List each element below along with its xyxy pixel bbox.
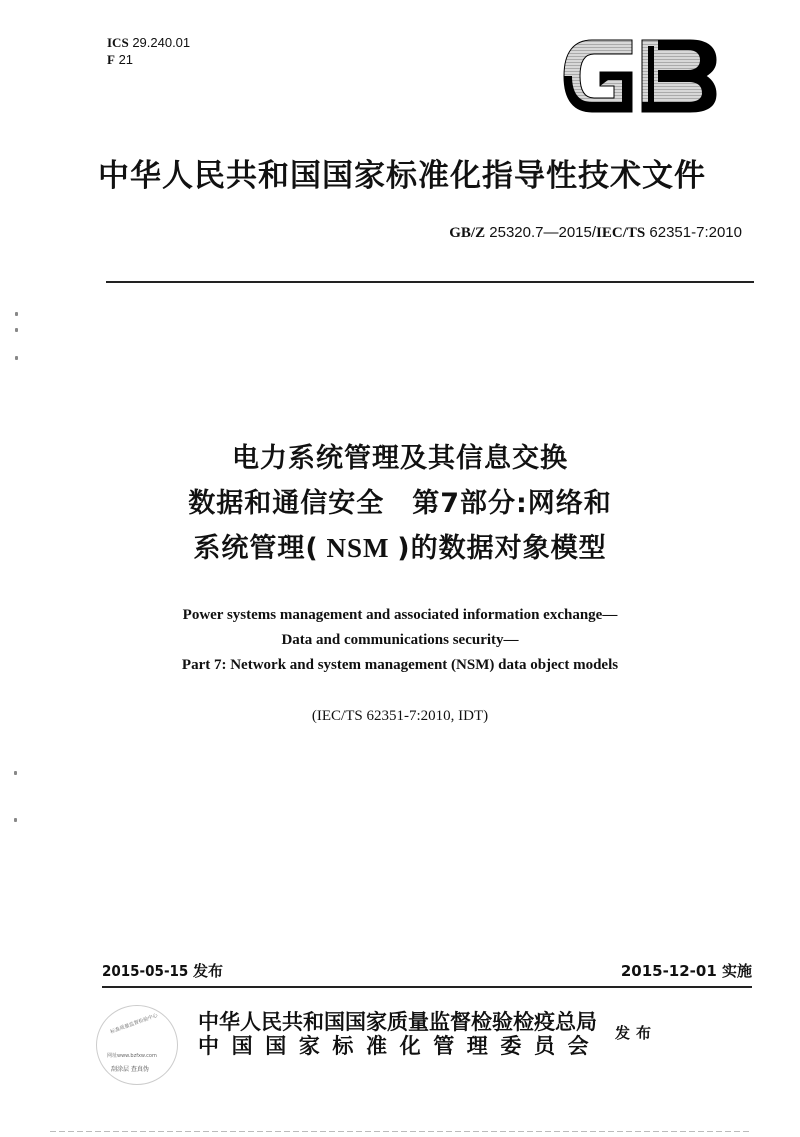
publish-label: 发布: [615, 1024, 658, 1042]
ccs-line: F 21: [107, 52, 134, 67]
issuer-aqsiq: 中华人民共和国国家质量监督检验检疫总局: [198, 1010, 597, 1034]
stamp-mid-text: 网址www.bzfxw.com: [107, 1053, 157, 1059]
stamp-bottom-text: 刮涂层 查真伪: [111, 1066, 149, 1073]
issuing-authorities: [198, 1010, 601, 1058]
footer-divider: [102, 986, 752, 988]
chinese-title-line-2: 数据和通信安全 第7部分:网络和: [188, 488, 612, 519]
document-type-heading: 中华人民共和国国家标准化指导性技术文件: [98, 158, 706, 194]
english-title-line-2: Data and communications security—: [281, 632, 519, 648]
header-divider: [106, 281, 754, 283]
scan-mark: [15, 356, 18, 360]
ics-classification: [107, 34, 190, 68]
chinese-title-line-3: 系统管理( NSM )的数据对象模型: [193, 533, 607, 564]
issue-date: 2015-05-15 发布: [102, 962, 224, 980]
ics-line: ICS 29.240.01: [107, 35, 191, 50]
scan-mark: [14, 818, 17, 822]
chinese-title: [100, 436, 700, 571]
equivalence-note: (IEC/TS 62351-7:2010, IDT): [311, 708, 489, 724]
stamp-ring-text: 标准质量监督检验中心: [109, 1012, 159, 1036]
scan-mark: [14, 771, 17, 775]
scan-mark: [15, 312, 18, 316]
page-bottom-edge: [50, 1131, 750, 1132]
anti-counterfeit-stamp: [96, 1005, 178, 1085]
effective-date: 2015-12-01 实施: [620, 962, 752, 980]
chinese-title-line-1: 电力系统管理及其信息交换: [232, 443, 568, 474]
scan-mark: [15, 328, 18, 332]
standard-number: GB/Z 25320.7—2015/IEC/TS 62351-7:2010: [449, 224, 742, 241]
english-title-line-3: Part 7: Network and system management (NSM) data object models: [181, 657, 619, 673]
issuer-sac: 中国国家标准化管理委员会: [198, 1034, 602, 1058]
english-title: [100, 603, 700, 678]
english-title-line-1: Power systems management and associated information exchange—: [182, 607, 618, 623]
gb-logo-icon: [562, 38, 718, 114]
